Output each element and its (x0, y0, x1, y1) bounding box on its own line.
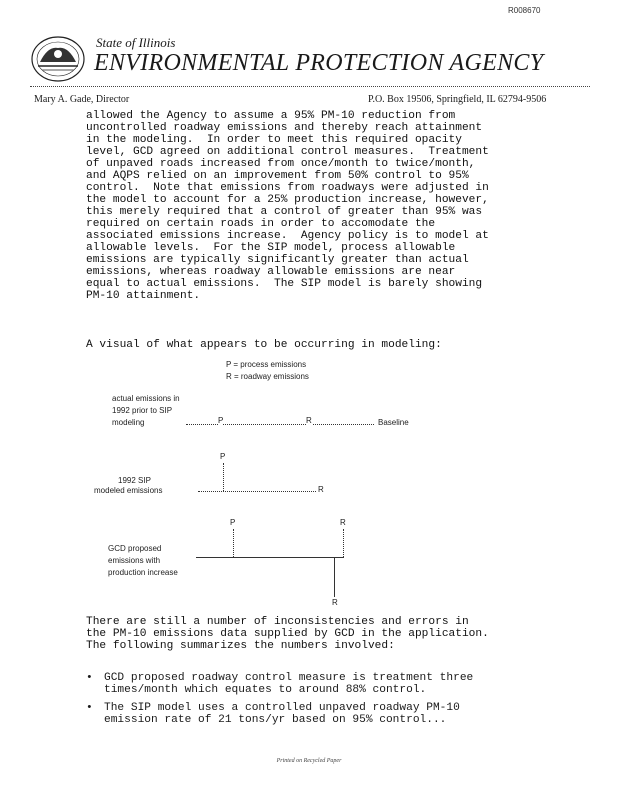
row1-baseline-line (186, 424, 374, 425)
list-item: • GCD proposed roadway control measure is treatment three times/month which equates to around 88% control. (86, 672, 474, 696)
row3-left-vertical (233, 529, 234, 557)
agency-address: P.O. Box 19506, Springfield, IL 62794-9506 (368, 94, 547, 105)
state-seal-logo (30, 34, 92, 84)
row3-mark-p: P (230, 518, 236, 527)
row1-label-line3: modeling (112, 418, 145, 427)
row2-label-line1: 1992 SIP (118, 476, 151, 485)
document-id: R008670 (508, 6, 541, 15)
row1-mark-p: P (218, 416, 224, 425)
state-name: State of Illinois (96, 35, 176, 50)
row2-label-line2: modeled emissions (94, 486, 163, 495)
baseline-label: Baseline (378, 418, 409, 427)
header-divider (30, 86, 590, 87)
legend-roadway: R = roadway emissions (226, 372, 309, 381)
row2-mark-r: R (318, 485, 324, 494)
row2-vertical-line (223, 463, 224, 491)
row1-label-line1: actual emissions in (112, 394, 180, 403)
row3-baseline-line (196, 557, 344, 558)
row3-label-line2: emissions with (108, 556, 161, 565)
row3-mark-r-bottom: R (332, 598, 338, 607)
row3-label-line3: production increase (108, 568, 178, 577)
recycled-paper-footer: Printed on Recycled Paper (276, 758, 342, 764)
row3-right-vertical (343, 529, 344, 557)
visual-intro-text: A visual of what appears to be occurring in modeling: (86, 339, 442, 351)
director-name: Mary A. Gade, Director (34, 94, 130, 105)
agency-title: ENVIRONMENTAL PROTECTION AGENCY (94, 50, 544, 76)
row3-label-line1: GCD proposed (108, 544, 162, 553)
body-paragraph-1: allowed the Agency to assume a 95% PM-10 reduction from uncontrolled roadway emissions and thereby reach attainment in the modeling. In order to meet this required opacity level, GCD agreed on additional control measures. Treatment of unpaved roads increased from once/month to twice/month, and AQPS relied on an improvement from 50% control to 95% control. Note that emissions from roadways were adjusted in the model to account for a 25% production increase, however, this merely required that a control of greater than 95% was required on certain roads in order to accomodate the associated emissions increase. Agency policy is to model at allowable levels. For the SIP model, process allowable emissions are typically significantly greater than actual emissions, whereas roadway allowable emissions are near equal to actual emissions. The SIP model is barely showing PM-10 attainment. (86, 110, 489, 302)
list-item: • The SIP model uses a controlled unpaved roadway PM-10 emission rate of 21 tons/yr based on 95% control... (86, 702, 460, 726)
body-paragraph-2: There are still a number of inconsistencies and errors in the PM-10 emissions data supplied by GCD in the application. The following summarizes the numbers involved: (86, 616, 489, 652)
summary-bullet-list (86, 672, 546, 732)
row1-label-line2: 1992 prior to SIP (112, 406, 173, 415)
legend-process: P = process emissions (226, 360, 307, 369)
row1-mark-r: R (306, 416, 312, 425)
row2-baseline-line (198, 491, 316, 492)
row3-down-vertical (334, 557, 335, 597)
row3-mark-r-top: R (340, 518, 346, 527)
row2-mark-p: P (220, 452, 226, 461)
